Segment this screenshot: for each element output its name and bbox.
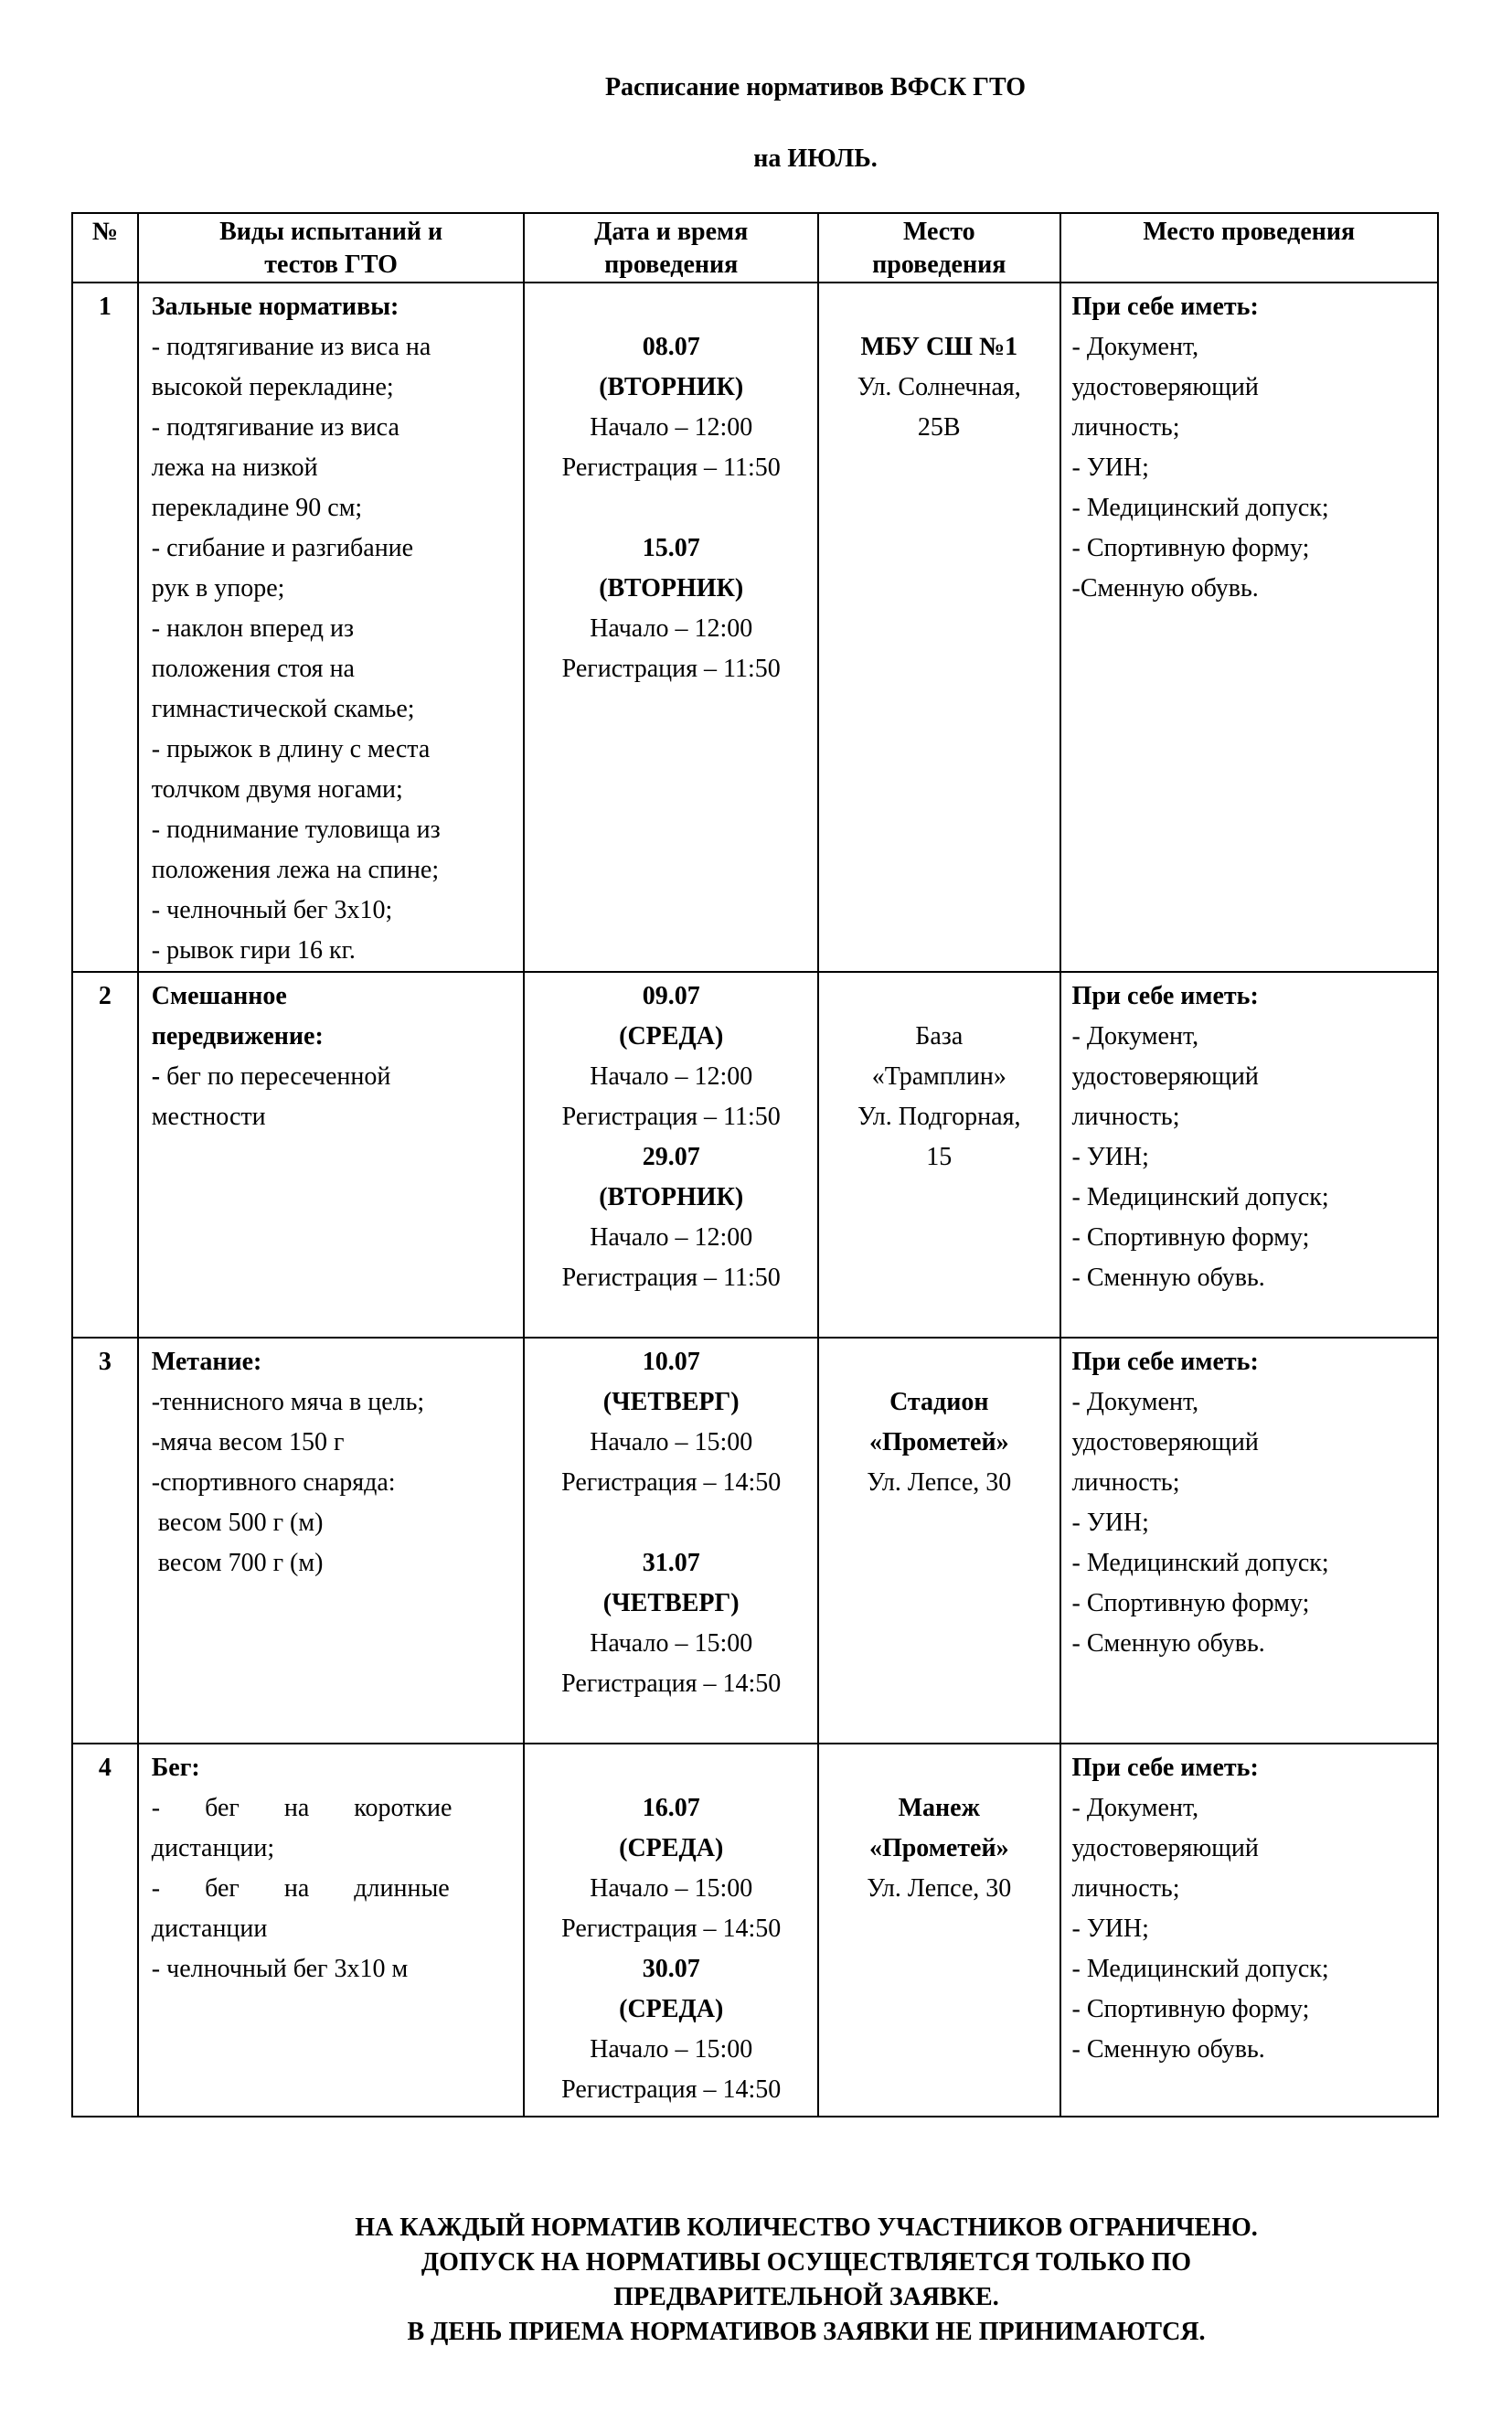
bring-item: - Сменную обувь. [1071,2035,1265,2064]
tests-title: Зальные нормативы: [151,293,399,321]
row-number: 1 [72,283,138,972]
tests-title: Метание: [151,1348,262,1376]
footer-line: НА КАЖДЫЙ НОРМАТИВ КОЛИЧЕСТВО УЧАСТНИКОВ ОГРАНИЧЕНО. [355,2213,1258,2242]
bring-item: личность; [1071,413,1180,442]
table-row [72,1338,1438,1744]
tests-line: - подтягивание из виса на [151,333,431,361]
event-registration: Регистрация – 14:50 [561,1468,782,1497]
event-start: Начало – 12:00 [590,614,753,643]
bring-item: удостоверяющий [1071,373,1259,401]
event-start: Начало – 15:00 [590,1874,753,1903]
place-name: «Трамплин» [871,1062,1006,1091]
event-weekday: (СРЕДА) [619,1995,724,2023]
tests-cell [138,972,525,1338]
tests-cell [138,1338,525,1744]
bring-item: - Медицинский допуск; [1071,1549,1329,1577]
header-place: Место проведения [818,213,1060,283]
date-cell [524,1744,818,2117]
event-weekday: (ЧЕТВЕРГ) [602,1589,740,1617]
event-start: Начало – 12:00 [590,1223,753,1252]
header-num: № [72,213,138,283]
place-cell [818,972,1060,1338]
place-address: 15 [926,1143,953,1171]
tests-line: -спортивного снаряда: [151,1468,396,1497]
place-address: Ул. Подгорная, [857,1103,1021,1131]
table-row [72,972,1438,1338]
header-date: Дата и время проведения [524,213,818,283]
event-registration: Регистрация – 14:50 [561,2075,782,2104]
place-name: МБУ СШ №1 [860,333,1018,361]
table-row [72,1744,1438,2117]
bring-item: -Сменную обувь. [1071,574,1259,603]
tests-cell [138,283,525,972]
tests-line: гимнастической скамье; [151,695,415,723]
bring-item: - УИН; [1071,1143,1149,1171]
bring-title: При себе иметь: [1071,293,1259,321]
event-date: 10.07 [642,1348,700,1376]
tests-title: Бег: [151,1754,200,1782]
bring-item: удостоверяющий [1071,1428,1259,1456]
bring-item: - Документ, [1071,1388,1199,1416]
header-bring: Место проведения [1060,213,1438,283]
footer-notice [0,2211,1512,2350]
event-weekday: (ВТОРНИК) [599,574,744,603]
bring-item: - Медицинский допуск; [1071,1955,1329,1983]
place-address: Ул. Лепсе, 30 [867,1468,1012,1497]
bring-item: - Спортивную форму; [1071,1589,1310,1617]
bring-item: - Сменную обувь. [1071,1264,1265,1292]
table-row [72,283,1438,972]
tests-line: - поднимание туловища из [151,816,441,844]
tests-line: рук в упоре; [151,574,285,603]
tests-line: дистанции; [151,1834,275,1862]
bring-item: личность; [1071,1468,1180,1497]
tests-line: - бег на короткие [151,1794,453,1822]
tests-line: перекладине 90 см; [151,494,363,522]
date-cell [524,283,818,972]
schedule-table [71,212,1439,2117]
tests-line: высокой перекладине; [151,373,394,401]
event-registration: Регистрация – 11:50 [561,453,781,482]
tests-line: - челночный бег 3х10; [151,896,393,924]
event-date: 30.07 [642,1955,700,1983]
place-name: Стадион [889,1388,989,1416]
event-date: 29.07 [642,1143,700,1171]
tests-line: - рывок гири 16 кг. [151,936,356,965]
tests-line: весом 700 г (м) [151,1549,324,1577]
bring-item: - Медицинский допуск; [1071,494,1329,522]
tests-line: - челночный бег 3х10 м [151,1955,409,1983]
row-number: 3 [72,1338,138,1744]
bring-item: личность; [1071,1103,1180,1131]
event-weekday: (ЧЕТВЕРГ) [602,1388,740,1416]
event-registration: Регистрация – 11:50 [561,1264,781,1292]
event-registration: Регистрация – 11:50 [561,655,781,683]
tests-line: местности [151,1103,266,1131]
event-start: Начало – 12:00 [590,1062,753,1091]
tests-line: - сгибание и разгибание [151,534,414,562]
footer-line: ПРЕДВАРИТЕЛЬНОЙ ЗАЯВКЕ. [613,2283,999,2311]
event-weekday: (СРЕДА) [619,1834,724,1862]
event-weekday: (ВТОРНИК) [599,1183,744,1211]
place-name: «Прометей» [868,1834,1009,1862]
event-weekday: (ВТОРНИК) [599,373,744,401]
event-start: Начало – 15:00 [590,1629,753,1658]
event-date: 15.07 [642,534,700,562]
table-header-row [72,213,1438,283]
place-address: 25В [917,413,961,442]
event-date: 16.07 [642,1794,700,1822]
bring-item: - Спортивную форму; [1071,1995,1310,2023]
place-name: Манеж [898,1794,980,1822]
tests-line: положения стоя на [151,655,355,683]
date-cell [524,972,818,1338]
tests-line: - бег на длинные [151,1874,450,1903]
place-address: Ул. Солнечная, [857,373,1021,401]
bring-item: личность; [1071,1874,1180,1903]
tests-line: - бег по пересеченной [151,1062,391,1091]
footer-line: ДОПУСК НА НОРМАТИВЫ ОСУЩЕСТВЛЯЕТСЯ ТОЛЬКО ПО [421,2248,1192,2277]
event-date: 09.07 [642,982,700,1010]
event-weekday: (СРЕДА) [619,1022,724,1051]
bring-item: - Документ, [1071,333,1199,361]
event-start: Начало – 12:00 [590,413,753,442]
place-name: База [915,1022,964,1051]
page-subtitle: на ИЮЛЬ. [753,144,878,173]
bring-item: удостоверяющий [1071,1062,1259,1091]
place-cell [818,1338,1060,1744]
bring-item: - Сменную обувь. [1071,1629,1265,1658]
event-start: Начало – 15:00 [590,2035,753,2064]
tests-line: дистанции [151,1915,268,1943]
bring-cell [1060,1338,1438,1744]
date-cell [524,1338,818,1744]
tests-line: - наклон вперед из [151,614,355,643]
bring-cell [1060,283,1438,972]
tests-line: толчком двумя ногами; [151,775,403,804]
bring-cell [1060,972,1438,1338]
bring-title: При себе иметь: [1071,982,1259,1010]
bring-item: - УИН; [1071,453,1149,482]
event-registration: Регистрация – 14:50 [561,1669,782,1698]
bring-item: - Спортивную форму; [1071,1223,1310,1252]
place-cell [818,1744,1060,2117]
tests-title: Смешанное [151,982,287,1010]
place-name: «Прометей» [868,1428,1009,1456]
bring-item: удостоверяющий [1071,1834,1259,1862]
bring-item: - УИН; [1071,1509,1149,1537]
tests-line: положения лежа на спине; [151,856,440,884]
tests-cell [138,1744,525,2117]
bring-item: - Документ, [1071,1022,1199,1051]
tests-line: - подтягивание из виса [151,413,399,442]
event-registration: Регистрация – 14:50 [561,1915,782,1943]
bring-title: При себе иметь: [1071,1348,1259,1376]
tests-title: передвижение: [151,1022,324,1051]
bring-title: При себе иметь: [1071,1754,1259,1782]
event-date: 31.07 [642,1549,700,1577]
bring-cell [1060,1744,1438,2117]
tests-line: - прыжок в длину с места [151,735,431,763]
page-title: Расписание нормативов ВФСК ГТО [604,73,1027,101]
tests-line: -мяча весом 150 г [151,1428,345,1456]
place-cell [818,283,1060,972]
row-number: 2 [72,972,138,1338]
tests-line: -теннисного мяча в цель; [151,1388,425,1416]
bring-item: - Спортивную форму; [1071,534,1310,562]
tests-line: лежа на низкой [151,453,318,482]
tests-line: весом 500 г (м) [151,1509,324,1537]
header-tests: Виды испытаний и тестов ГТО [138,213,525,283]
footer-line: В ДЕНЬ ПРИЕМА НОРМАТИВОВ ЗАЯВКИ НЕ ПРИНИМАЮТСЯ. [407,2318,1206,2346]
bring-item: - Медицинский допуск; [1071,1183,1329,1211]
event-date: 08.07 [642,333,700,361]
place-address: Ул. Лепсе, 30 [867,1874,1012,1903]
bring-item: - Документ, [1071,1794,1199,1822]
event-start: Начало – 15:00 [590,1428,753,1456]
bring-item: - УИН; [1071,1915,1149,1943]
row-number: 4 [72,1744,138,2117]
event-registration: Регистрация – 11:50 [561,1103,781,1131]
